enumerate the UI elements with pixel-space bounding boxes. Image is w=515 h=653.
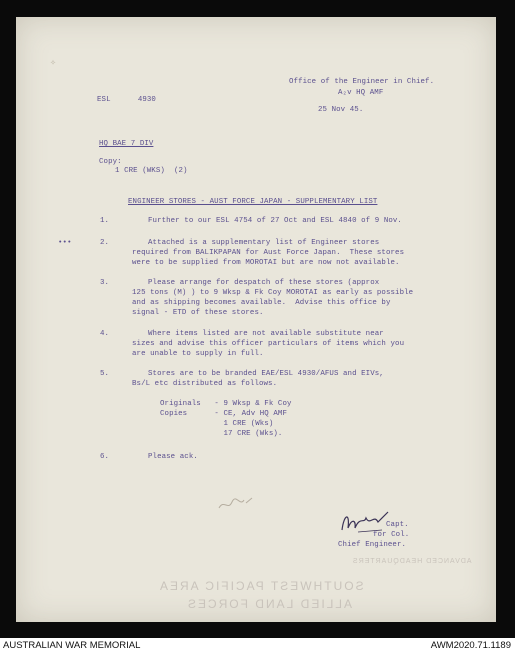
para-2-line: were to be supplied from MOROTAI but are now not available. (132, 259, 400, 267)
copy-recipient: 1 CRE (WKS) (2) (115, 167, 188, 175)
hq-line: A₂v HQ AMF (338, 89, 384, 97)
stamp-line-2: SOUTHWEST PACIFIC AREA (158, 579, 364, 593)
pencil-annotation (216, 493, 256, 515)
para-2-line: required from BALIKPAPAN for Aust Force Japan. These stores (132, 249, 405, 257)
para-1-text: Further to our ESL 4754 of 27 Oct and ESL 4840 of 9 Nov. (148, 217, 402, 225)
para-5-line: Bs/L etc distributed as follows. (132, 380, 278, 388)
para-3-line: signal - ETD of these stores. (132, 309, 264, 317)
archive-footer (0, 638, 515, 653)
para-4-line: sizes and advise this officer particulars of items which you (132, 340, 405, 348)
signature-title: Chief Engineer. (338, 541, 407, 549)
addressee: HQ BAE 7 DIV (99, 140, 154, 148)
para-4-line: are unable to supply in full. (132, 350, 264, 358)
para-4-number: 4. (100, 330, 110, 338)
distribution-line: Originals - 9 Wksp & Fk Coy (160, 400, 292, 408)
para-2-number: 2. (100, 239, 110, 247)
para-6-text: Please ack. (148, 453, 198, 461)
staple-mark: ✧ (50, 58, 57, 69)
distribution-line: Copies - CE, Adv HQ AMF (160, 410, 287, 418)
margin-mark: ••• (58, 239, 72, 247)
signature-rank: Capt. (386, 521, 409, 529)
signature-for: for Col. (373, 531, 410, 539)
archive-name: AUSTRALIAN WAR MEMORIAL (3, 640, 141, 651)
para-3-number: 3. (100, 279, 110, 287)
distribution-line: 1 CRE (Wks) (160, 420, 274, 428)
para-2-line: Attached is a supplementary list of Engineer stores (148, 239, 380, 247)
stamp-line-1: ADVANCED HEADQUARTERS (352, 558, 472, 565)
letter-page (16, 17, 496, 622)
para-3-line: Please arrange for despatch of these stores (approx (148, 279, 380, 287)
stamp-line-3: ALLIED LAND FORCES (186, 597, 353, 611)
reference-number: ESL 4930 (97, 96, 156, 104)
subject-line: ENGINEER STORES - AUST FORCE JAPAN - SUPPLEMENTARY LIST (128, 198, 378, 206)
office-line: Office of the Engineer in Chief. (289, 78, 435, 86)
para-4-line: Where items listed are not available substitute near (148, 330, 384, 338)
distribution-line: 17 CRE (Wks). (160, 430, 283, 438)
para-3-line: 125 tons (M) ) to 9 Wksp & Fk Coy MOROTAI as early as possible (132, 289, 414, 297)
archive-id: AWM2020.71.1189 (430, 640, 511, 651)
copy-label: Copy: (99, 158, 122, 166)
para-3-line: and as shipping becomes available. Advise this office by (132, 299, 391, 307)
para-5-line: Stores are to be branded EAE/ESL 4930/AFUS and EIVs, (148, 370, 384, 378)
date-line: 25 Nov 45. (318, 106, 364, 114)
para-6-number: 6. (100, 453, 110, 461)
para-5-number: 5. (100, 370, 110, 378)
para-1-number: 1. (100, 217, 110, 225)
